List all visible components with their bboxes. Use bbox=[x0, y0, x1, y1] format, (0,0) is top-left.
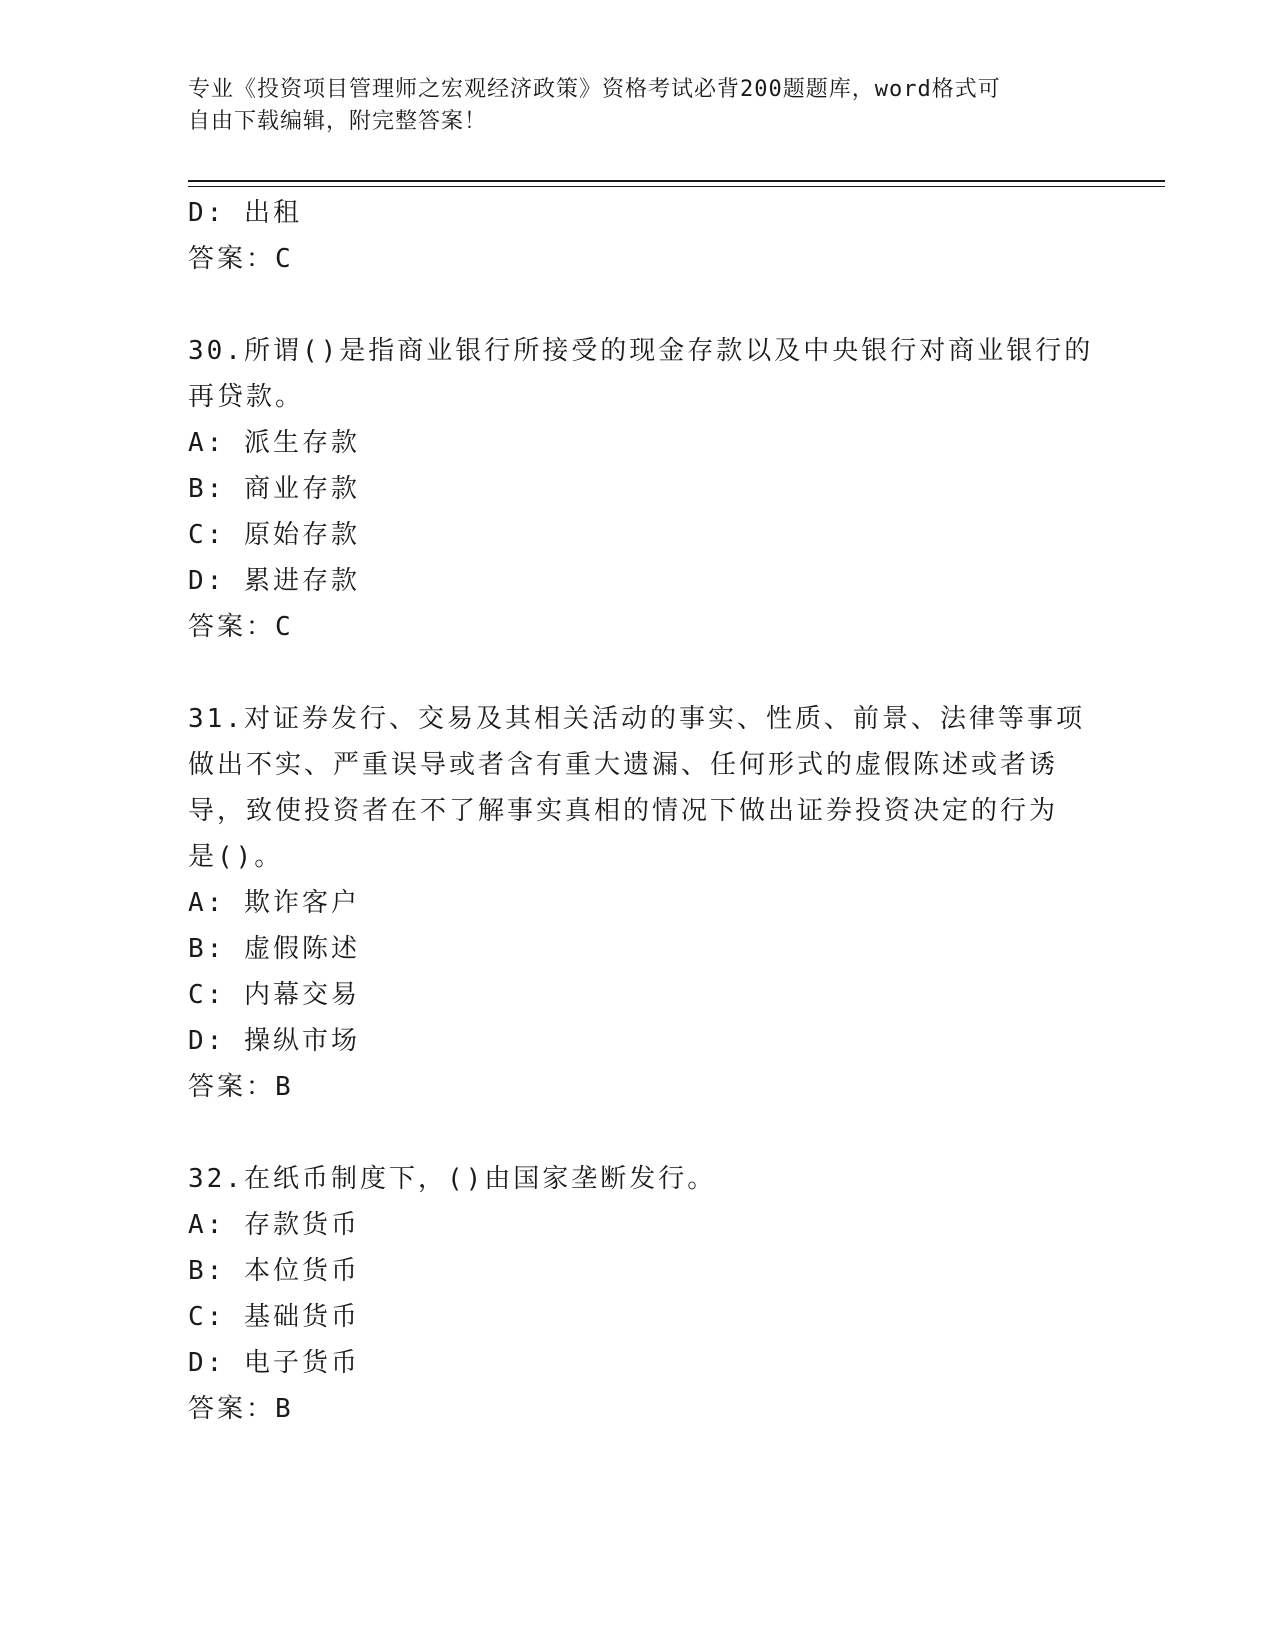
option-d: D: 操纵市场 bbox=[188, 1026, 360, 1056]
question-text-line: 30.所谓()是指商业银行所接受的现金存款以及中央银行对商业银行的 bbox=[188, 336, 1094, 366]
option-a: A: 派生存款 bbox=[188, 428, 360, 458]
question-text-line: 32.在纸币制度下，()由国家垄断发行。 bbox=[188, 1164, 717, 1194]
option-b: B: 虚假陈述 bbox=[188, 934, 360, 964]
header-line: 专业《投资项目管理师之宏观经济政策》资格考试必背200题题库，word格式可 bbox=[188, 77, 1001, 102]
option-a: A: 存款货币 bbox=[188, 1210, 360, 1240]
spacer bbox=[188, 650, 1088, 696]
option-c: C: 内幕交易 bbox=[188, 980, 360, 1010]
option-d: D: 累进存款 bbox=[188, 566, 360, 596]
header-divider bbox=[188, 180, 1165, 182]
option-d: D: 出租 bbox=[188, 198, 302, 228]
option-a: A: 欺诈客户 bbox=[188, 888, 360, 918]
question-list bbox=[188, 190, 1094, 1432]
answer-line: 答案：C bbox=[188, 244, 294, 274]
question-block-29 bbox=[188, 190, 1088, 282]
question-text-line: 是()。 bbox=[188, 842, 284, 872]
option-b: B: 商业存款 bbox=[188, 474, 360, 504]
document-header bbox=[188, 74, 1068, 138]
question-text-line: 导，致使投资者在不了解事实真相的情况下做出证券投资决定的行为 bbox=[188, 796, 1059, 826]
answer-line: 答案：C bbox=[188, 612, 294, 642]
spacer bbox=[188, 1110, 1088, 1156]
header-divider-thin bbox=[188, 186, 1165, 187]
question-block-32 bbox=[188, 1156, 1088, 1432]
question-text-line: 31.对证券发行、交易及其相关活动的事实、性质、前景、法律等事项 bbox=[188, 704, 1085, 734]
question-block-30 bbox=[188, 328, 1094, 650]
answer-line: 答案：B bbox=[188, 1394, 294, 1424]
question-block-31 bbox=[188, 696, 1088, 1110]
option-c: C: 基础货币 bbox=[188, 1302, 360, 1332]
question-text-line: 做出不实、严重误导或者含有重大遗漏、任何形式的虚假陈述或者诱 bbox=[188, 750, 1059, 780]
option-c: C: 原始存款 bbox=[188, 520, 360, 550]
question-text-line: 再贷款。 bbox=[188, 382, 305, 412]
option-b: B: 本位货币 bbox=[188, 1256, 360, 1286]
answer-line: 答案：B bbox=[188, 1072, 294, 1102]
spacer bbox=[188, 282, 1088, 328]
option-d: D: 电子货币 bbox=[188, 1348, 360, 1378]
header-line: 自由下载编辑，附完整答案！ bbox=[188, 109, 488, 134]
